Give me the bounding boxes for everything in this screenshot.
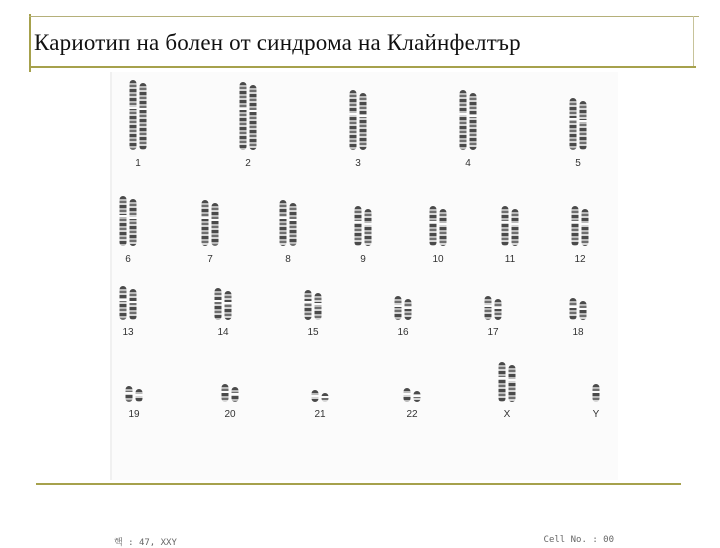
chromosome-pair-7	[202, 200, 219, 246]
chromosome	[582, 209, 589, 246]
chromosome	[572, 206, 579, 246]
chromosome	[430, 206, 437, 246]
chromosome	[120, 196, 127, 246]
karyotype-image-edge	[110, 72, 112, 480]
chromosome	[365, 209, 372, 246]
chromosome	[136, 389, 143, 402]
chromosome	[232, 387, 239, 402]
chromosome	[240, 82, 247, 150]
chromosome-pair-17	[485, 296, 502, 320]
chromosome	[404, 388, 411, 402]
chromosome-label-14: 14	[217, 327, 229, 338]
slide-title: Кариотип на болен от синдрома на Клайнфелтър	[34, 30, 521, 55]
chromosome	[126, 386, 133, 402]
chromosome-pair-22	[404, 388, 421, 402]
chromosome	[580, 301, 587, 320]
chromosome-pair-14	[215, 288, 232, 320]
chromosome-label-11: 11	[504, 254, 516, 265]
chromosome-pair-20	[222, 384, 239, 402]
chromosome-pair-15	[305, 290, 322, 320]
chromosome-label-13: 13	[122, 327, 134, 338]
chromosome	[502, 206, 509, 246]
chromosome	[212, 203, 219, 246]
chromosome	[570, 98, 577, 150]
chromosome-label-5: 5	[575, 158, 581, 169]
title-frame-left-accent	[29, 14, 31, 72]
chromosome-label-22: 22	[406, 409, 418, 420]
chromosome	[570, 298, 577, 320]
chromosome	[395, 296, 402, 320]
chromosome-pair-18	[570, 298, 587, 320]
chromosome-label-4: 4	[465, 158, 471, 169]
chromosome	[350, 90, 357, 150]
chromosome	[360, 93, 367, 150]
chromosome-label-15: 15	[307, 327, 319, 338]
chromosome-pair-11	[502, 206, 519, 246]
chromosome-pair-5	[570, 98, 587, 150]
chromosome-label-10: 10	[432, 254, 444, 265]
chromosome	[470, 93, 477, 150]
chromosome	[512, 209, 519, 246]
chromosome-label-y: Y	[592, 409, 600, 420]
title-frame-top-line	[29, 16, 699, 17]
chromosome	[495, 299, 502, 320]
chromosome	[130, 80, 137, 150]
chromosome-label-8: 8	[285, 254, 291, 265]
chromosome	[202, 200, 209, 246]
chromosome-pair-y	[593, 384, 600, 402]
chromosome-pair-19	[126, 386, 143, 402]
chromosome	[312, 390, 319, 402]
chromosome-label-19: 19	[128, 409, 140, 420]
chromosome	[485, 296, 492, 320]
karyotype-footer-right: Cell No. : 00	[543, 535, 614, 545]
chromosome-label-1: 1	[135, 158, 141, 169]
bottom-rule	[36, 483, 681, 485]
chromosome-label-20: 20	[224, 409, 236, 420]
chromosome	[322, 393, 329, 402]
karyotype-footer-left: 핵 : 47, XXY	[114, 538, 177, 548]
chromosome-pair-6	[120, 196, 137, 246]
chromosome-pair-2	[240, 82, 257, 150]
chromosome	[315, 293, 322, 320]
chromosome	[499, 362, 506, 402]
chromosome-pair-3	[350, 90, 367, 150]
title-underline	[31, 66, 696, 68]
chromosome	[593, 384, 600, 402]
chromosome	[250, 85, 257, 150]
chromosome-pair-1	[130, 80, 147, 150]
chromosome	[355, 206, 362, 246]
chromosome	[280, 200, 287, 246]
chromosome-pair-9	[355, 206, 372, 246]
chromosome	[305, 290, 312, 320]
chromosome	[405, 299, 412, 320]
chromosome-pair-10	[430, 206, 447, 246]
karyotype-image	[110, 72, 618, 548]
chromosome	[414, 391, 421, 402]
title-frame-right-line	[693, 16, 694, 66]
chromosome-label-2: 2	[245, 158, 251, 169]
chromosome	[509, 365, 516, 402]
chromosome-label-17: 17	[487, 327, 499, 338]
chromosome-label-12: 12	[574, 254, 586, 265]
chromosome	[140, 83, 147, 150]
chromosome	[290, 203, 297, 246]
chromosome	[440, 209, 447, 246]
chromosome-pair-21	[312, 390, 329, 402]
chromosome	[130, 199, 137, 246]
chromosome-label-7: 7	[207, 254, 213, 265]
chromosome-pair-16	[395, 296, 412, 320]
chromosome-label-3: 3	[355, 158, 361, 169]
chromosome	[460, 90, 467, 150]
chromosome	[580, 101, 587, 150]
chromosome-pair-13	[120, 286, 137, 320]
chromosome-label-21: 21	[314, 409, 326, 420]
chromosome	[120, 286, 127, 320]
chromosome	[222, 384, 229, 402]
chromosome-label-6: 6	[125, 254, 131, 265]
chromosome	[215, 288, 222, 320]
chromosome	[225, 291, 232, 320]
chromosome-pair-8	[280, 200, 297, 246]
chromosome-label-9: 9	[360, 254, 366, 265]
chromosome-pair-4	[460, 90, 477, 150]
chromosome	[130, 289, 137, 320]
chromosome-label-x: X	[503, 409, 511, 420]
chromosome-pair-12	[572, 206, 589, 246]
chromosome-label-16: 16	[397, 327, 409, 338]
chromosome-pair-x	[499, 362, 516, 402]
chromosome-label-18: 18	[572, 327, 584, 338]
